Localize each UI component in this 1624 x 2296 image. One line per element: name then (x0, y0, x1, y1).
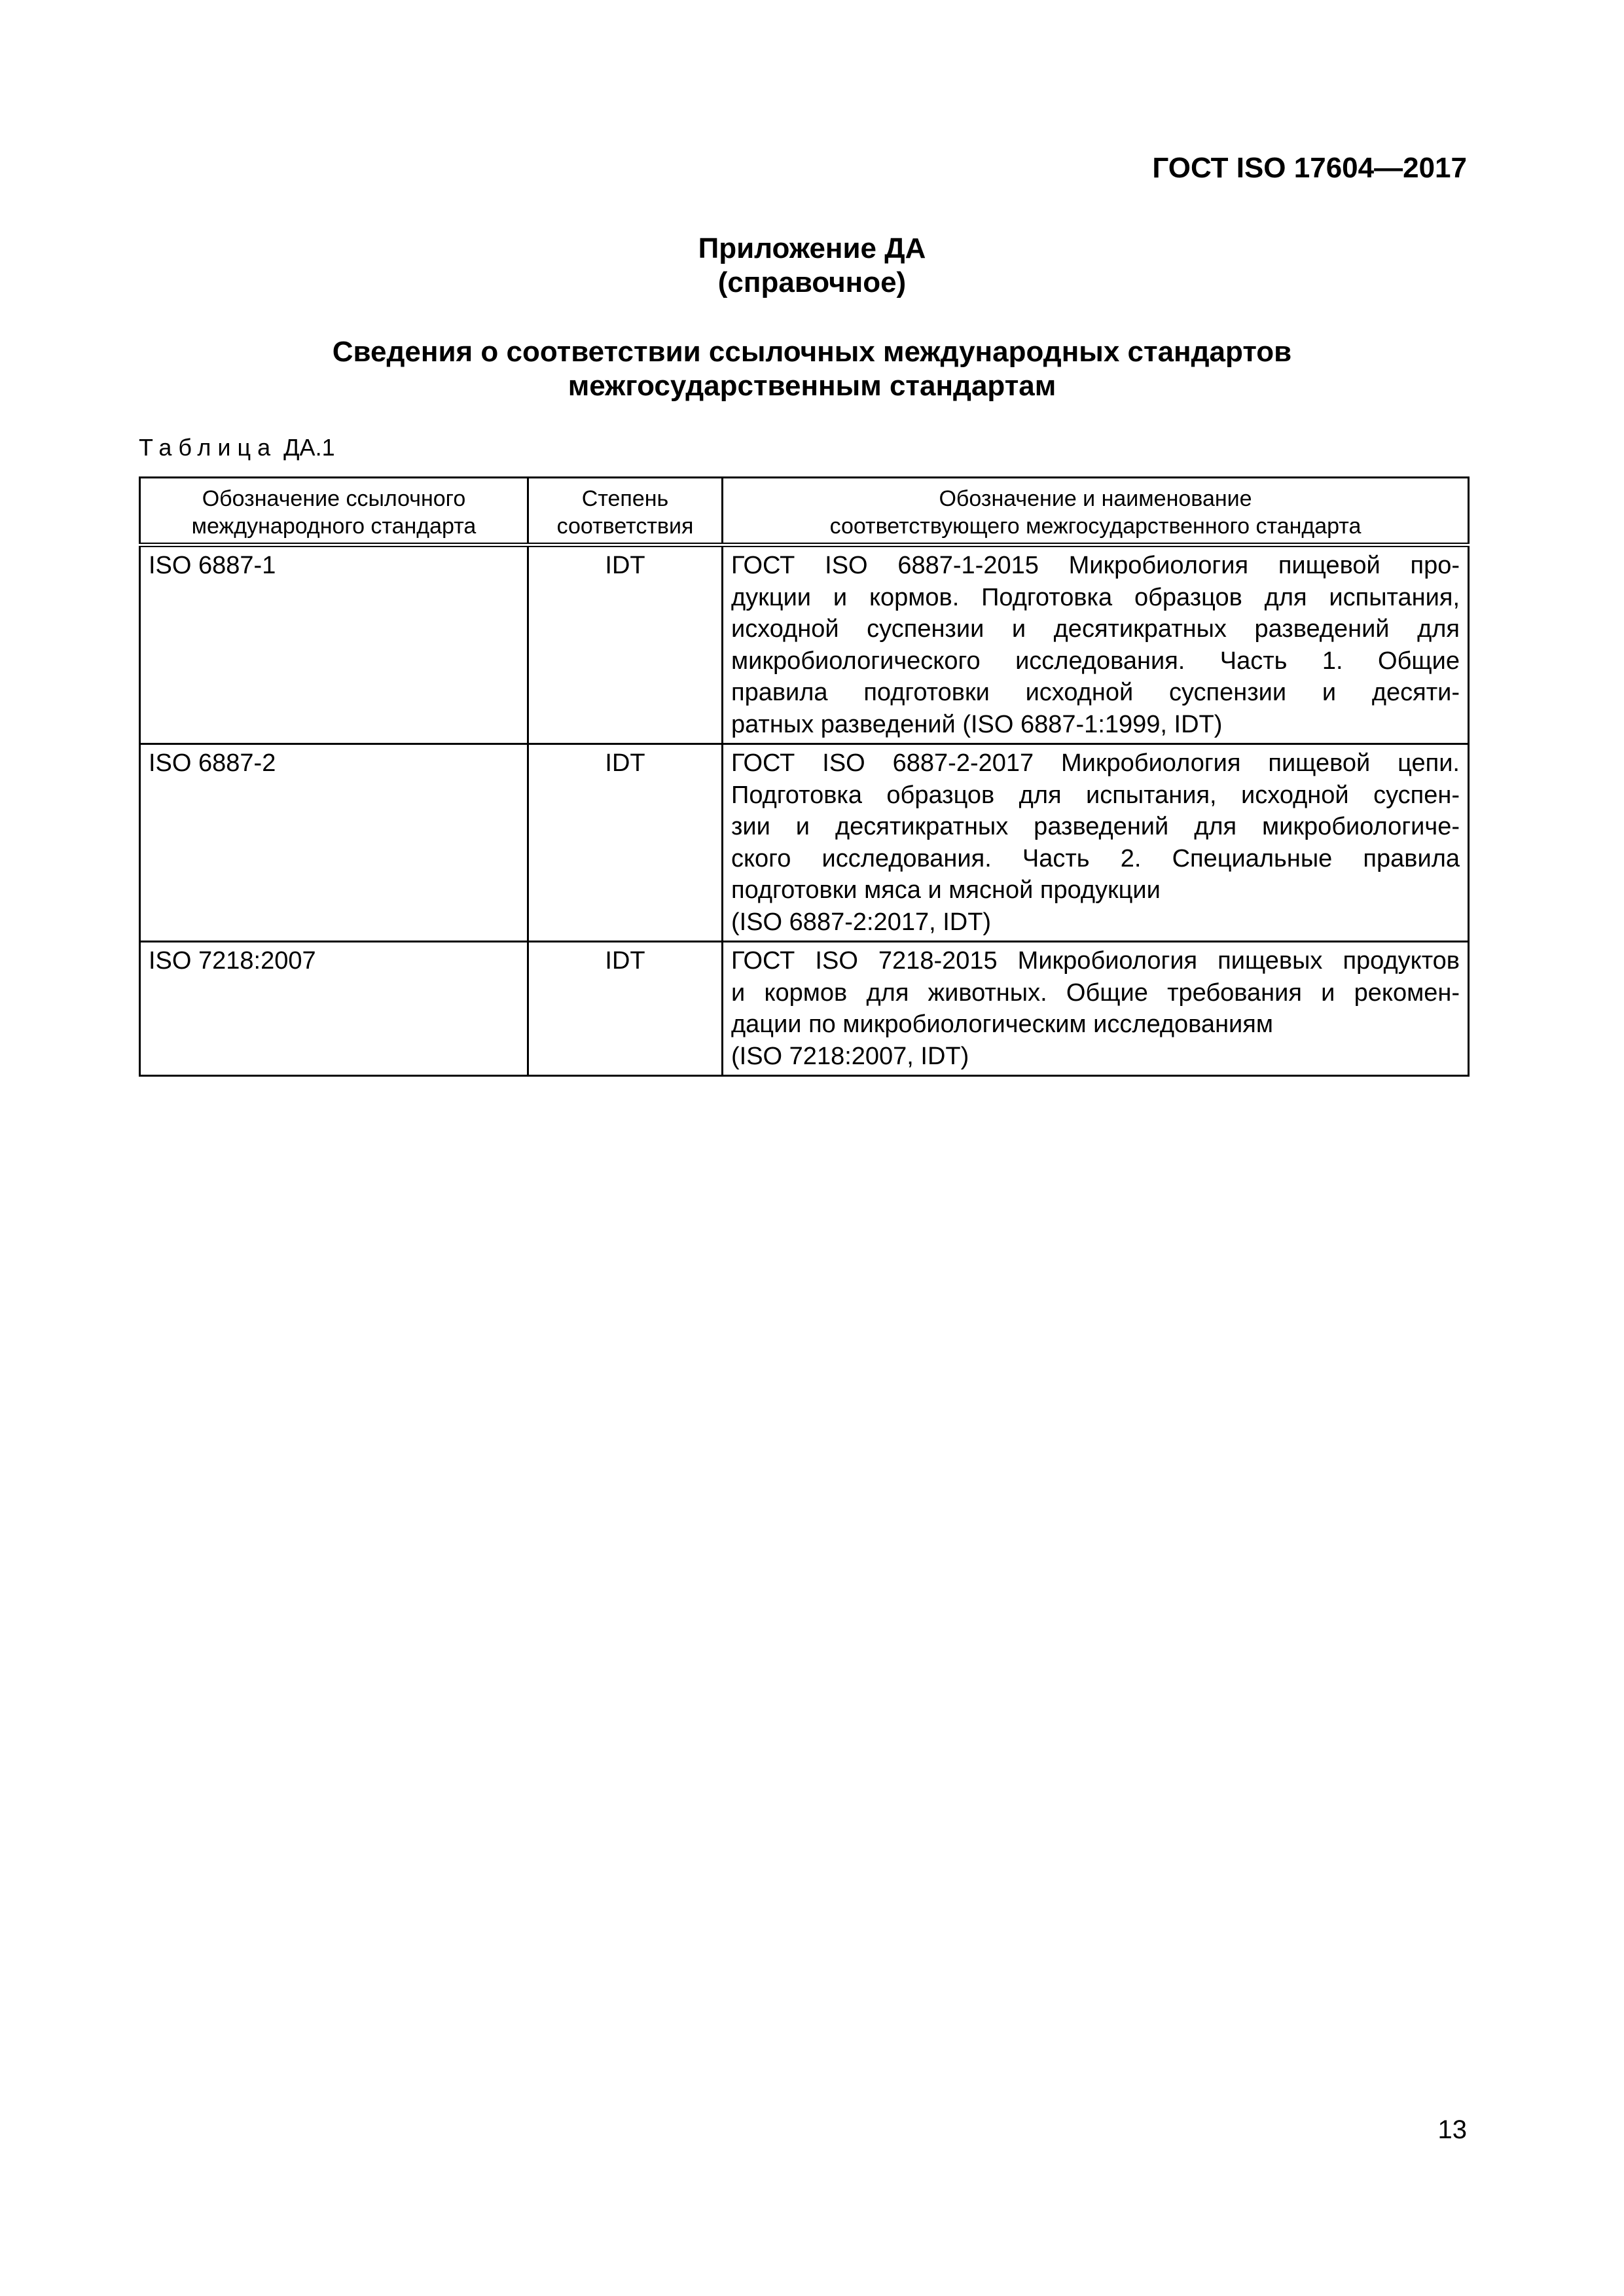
header-interstate-standard: Обозначение и наименование соответствующего межгосударственного стандарта (723, 478, 1469, 545)
table-caption-word: Таблица (139, 434, 278, 461)
table-row (140, 744, 1469, 942)
standards-table (139, 476, 1470, 1077)
cell-degree: IDT (528, 545, 723, 744)
header-international-standard: Обозначение ссылочного международного стандарта (140, 478, 528, 545)
annex-title (0, 335, 1624, 403)
table-row (140, 942, 1469, 1076)
cell-interstate-standard: ГОСТ ISO 7218-2015 Микробиология пищевых продуктов и кормов для животных. Общие требования и рекомен- дации по микробиологическим исследованиям (ISO 7218:2007, IDT) (723, 942, 1469, 1076)
cell-degree: IDT (528, 942, 723, 1076)
annex-title-line: Сведения о соответствии ссылочных международных стандартов (332, 336, 1292, 368)
annex-heading (0, 232, 1624, 300)
annex-label: Приложение ДА (698, 232, 926, 264)
cell-standard: ISO 6887-1 (140, 545, 528, 744)
table-row (140, 545, 1469, 744)
cell-degree: IDT (528, 744, 723, 942)
cell-interstate-standard: ГОСТ ISO 6887-1-2015 Микробиология пищевой про- дукции и кормов. Подготовка образцов для испытания, исходной суспензии и десятикратных разведений для микробиологического исследования. Часть 1. Общие правила подготовки исходной суспензии и десяти- ратных разведений (ISO 6887-1:1999, IDT) (723, 545, 1469, 744)
header-degree: Степень соответствия (528, 478, 723, 545)
table-header-row (140, 478, 1469, 545)
document-number: ГОСТ ISO 17604—2017 (1152, 152, 1467, 184)
cell-standard: ISO 6887-2 (140, 744, 528, 942)
table-caption (139, 434, 335, 461)
cell-standard: ISO 7218:2007 (140, 942, 528, 1076)
annex-type: (справочное) (717, 266, 907, 298)
annex-title-line: межгосударственным стандартам (568, 370, 1056, 402)
page-number: 13 (1437, 2115, 1467, 2144)
table-caption-number: ДА.1 (283, 434, 335, 461)
cell-interstate-standard: ГОСТ ISO 6887-2-2017 Микробиология пищевой цепи. Подготовка образцов для испытания, исходной суспен- зии и десятикратных разведений для микробиологиче- ского исследования. Часть 2. Специальные правила подготовки мяса и мясной продукции (ISO 6887-2:2017, IDT) (723, 744, 1469, 942)
